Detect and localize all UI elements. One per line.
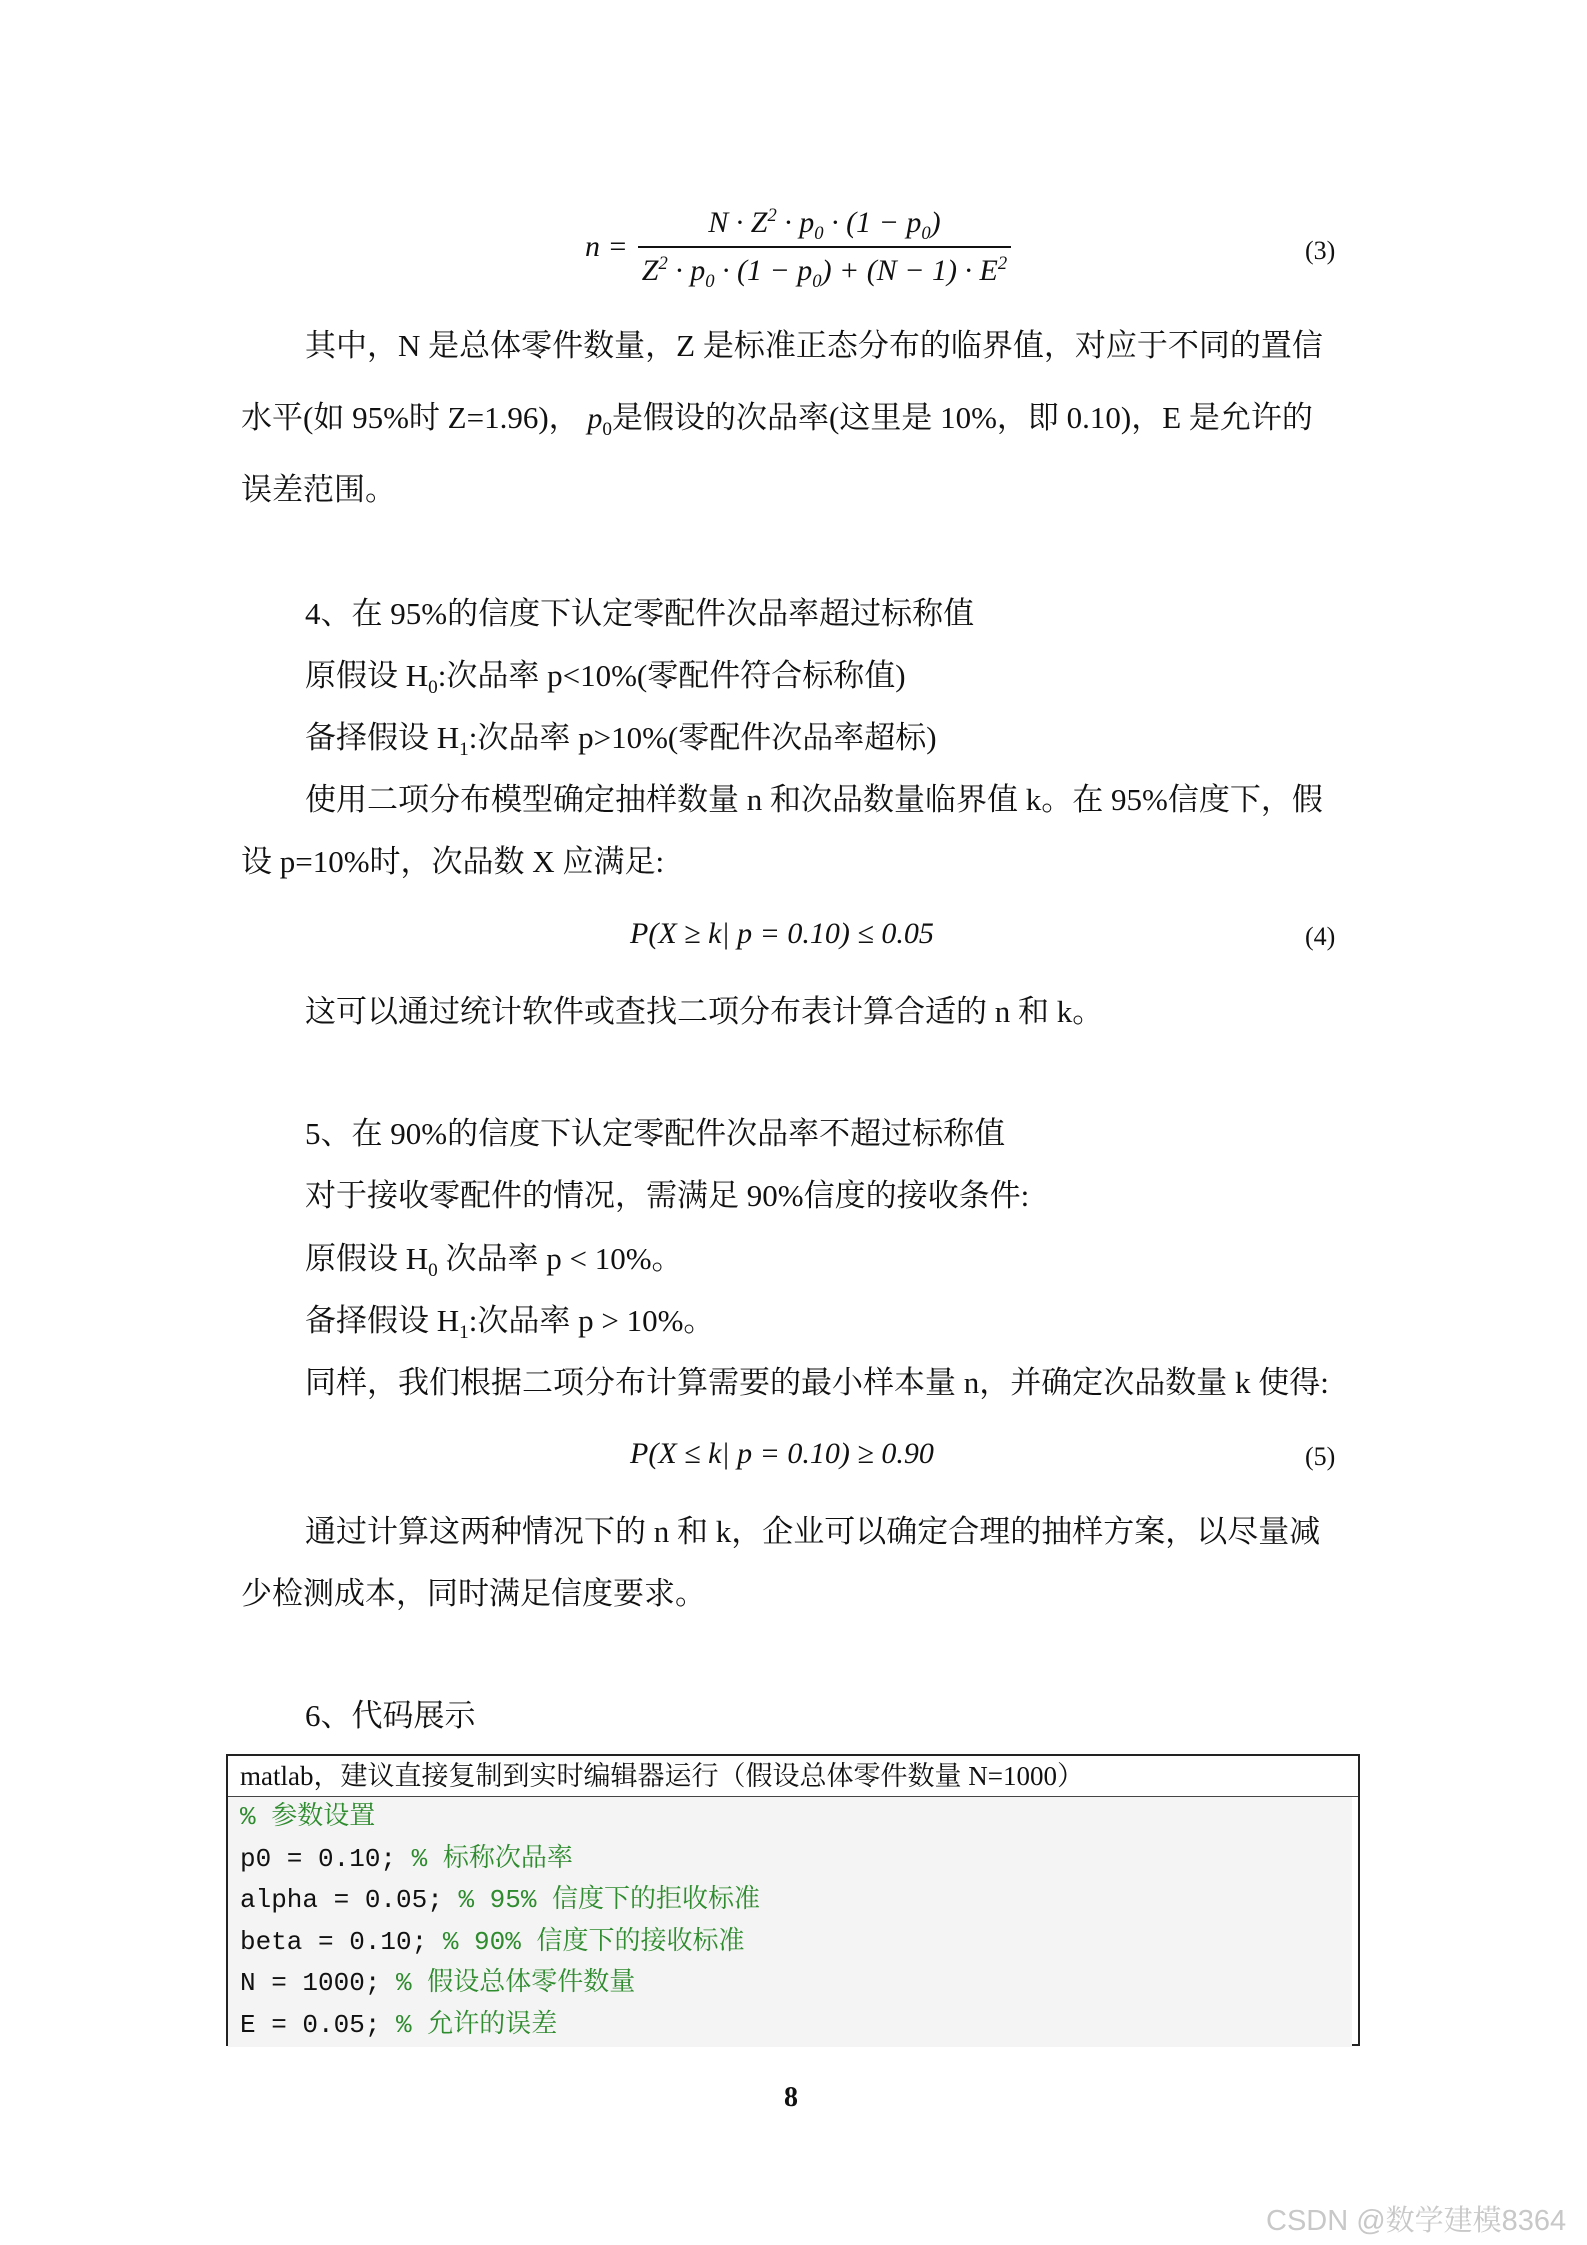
section4-h0 — [305, 654, 906, 698]
section5-h0 — [305, 1237, 683, 1281]
code-comment: % 标称次品率 — [411, 1843, 573, 1874]
h1-text: :次品率 p>10%(零配件次品率超标) — [468, 720, 937, 755]
code-comment: % 假设总体零件数量 — [396, 1968, 636, 1998]
code-block-header: matlab，建议直接复制到实时编辑器运行（假设总体零件数量 N=1000） — [228, 1756, 1358, 1797]
code-statement: N = 1000; — [240, 1968, 397, 1998]
eq5-number: (5) — [1305, 1442, 1336, 1471]
para1-line1: 其中，N 是总体零件数量，Z 是标准正态分布的临界值，对应于不同的置信 — [305, 328, 1323, 363]
h1-label: 备择假设 H — [305, 1303, 460, 1338]
section4-note: 这可以通过统计软件或查找二项分布表计算合适的 n 和 k。 — [305, 994, 1104, 1029]
para1-line2 — [241, 396, 1313, 441]
code-line — [240, 1963, 1352, 2005]
code-block — [226, 1754, 1360, 2046]
eq3-num-sub: 0 — [921, 223, 931, 244]
eq3-num-part: ) — [930, 206, 941, 239]
h0-subscript: 0 — [428, 1260, 438, 1282]
eq3-denominator — [638, 246, 1011, 292]
h0-label: 原假设 H — [305, 1241, 429, 1276]
eq3-num-part: N · Z — [708, 206, 768, 239]
eq3-num-sup: 2 — [767, 205, 777, 226]
eq3-den-part: · p — [667, 254, 706, 287]
section5-conclusion-line2: 少检测成本，同时满足信度要求。 — [241, 1576, 706, 1611]
code-comment: % 允许的误差 — [396, 2009, 558, 2040]
section5-desc: 同样，我们根据二项分布计算需要的最小样本量 n，并确定次品数量 k 使得: — [305, 1365, 1329, 1400]
eq3-numerator — [704, 206, 944, 246]
eq3-den-sub: 0 — [812, 271, 822, 292]
code-statement: p0 = 0.10; — [240, 1843, 412, 1874]
page-number: 8 — [784, 2082, 798, 2113]
eq3-den-sup: 2 — [658, 253, 668, 274]
eq3-num-part: · (1 − p — [823, 206, 922, 239]
eq3-fraction — [638, 205, 1011, 292]
code-block-body[interactable] — [228, 1797, 1352, 2047]
code-line — [240, 2005, 1352, 2047]
section6-heading: 6、代码展示 — [305, 1698, 476, 1733]
para1-line2-text: 是假设的次品率(这里是 10%，即 0.10)，E 是允许的 — [612, 400, 1313, 435]
h0-label: 原假设 H — [305, 658, 429, 693]
para1-line2-text: 水平(如 95%时 Z=1.96)， — [241, 400, 588, 435]
para1-line3: 误差范围。 — [241, 472, 396, 507]
eq3-den-part: Z — [641, 254, 659, 287]
code-line — [240, 1839, 1352, 1881]
eq3-number: (3) — [1305, 236, 1336, 265]
h0-text: :次品率 p<10%(零配件符合标称值) — [437, 658, 906, 693]
eq3-den-sub: 0 — [705, 271, 715, 292]
h1-subscript: 1 — [459, 1322, 469, 1344]
code-comment: % 95% 信度下的拒收标准 — [458, 1885, 761, 1915]
section5-conclusion-line1: 通过计算这两种情况下的 n 和 k，企业可以确定合理的抽样方案，以尽量减 — [305, 1514, 1321, 1549]
section5-heading: 5、在 90%的信度下认定零配件次品率不超过标称值 — [305, 1116, 1006, 1151]
code-line — [240, 1797, 1352, 1839]
section5-intro: 对于接收零配件的情况，需满足 90%信度的接收条件: — [305, 1178, 1030, 1213]
watermark: CSDN @数学建模8364 — [1266, 2205, 1567, 2237]
p0-symbol: p — [587, 402, 603, 435]
eq4-number: (4) — [1305, 922, 1336, 951]
eq3-lhs: n = — [585, 230, 628, 263]
eq3-den-part: · (1 − p — [714, 254, 813, 287]
eq3-den-part: ) + (N − 1) · E — [821, 254, 998, 287]
eq3-den-sup: 2 — [997, 253, 1008, 274]
eq3-num-part: · p — [776, 206, 815, 239]
equation-5: P(X ≤ k| p = 0.10) ≥ 0.90 — [630, 1437, 934, 1470]
section4-desc-line2: 设 p=10%时，次品数 X 应满足: — [241, 844, 665, 879]
p0-subscript: 0 — [602, 419, 612, 441]
eq3-num-sub: 0 — [814, 223, 824, 244]
equation-4: P(X ≥ k| p = 0.10) ≤ 0.05 — [630, 917, 934, 950]
h0-text: 次品率 p < 10%。 — [437, 1241, 683, 1276]
code-line — [240, 1922, 1352, 1964]
h1-subscript: 1 — [459, 739, 469, 761]
h0-subscript: 0 — [428, 677, 438, 699]
code-comment: % 参数设置 — [240, 1802, 376, 1832]
section4-h1 — [305, 716, 937, 760]
code-statement: E = 0.05; — [240, 2009, 397, 2040]
code-statement: alpha = 0.05; — [240, 1885, 459, 1915]
section4-desc-line1: 使用二项分布模型确定抽样数量 n 和次品数量临界值 k。在 95%信度下，假 — [305, 782, 1323, 817]
section4-heading: 4、在 95%的信度下认定零配件次品率超过标称值 — [305, 596, 975, 631]
equation-3 — [585, 205, 1011, 292]
code-comment: % 90% 信度下的接收标准 — [442, 1926, 745, 1957]
section5-h1 — [305, 1299, 714, 1343]
code-line — [240, 1880, 1352, 1922]
h1-text: :次品率 p > 10%。 — [468, 1303, 715, 1338]
h1-label: 备择假设 H — [305, 720, 460, 755]
code-statement: beta = 0.10; — [240, 1926, 443, 1957]
